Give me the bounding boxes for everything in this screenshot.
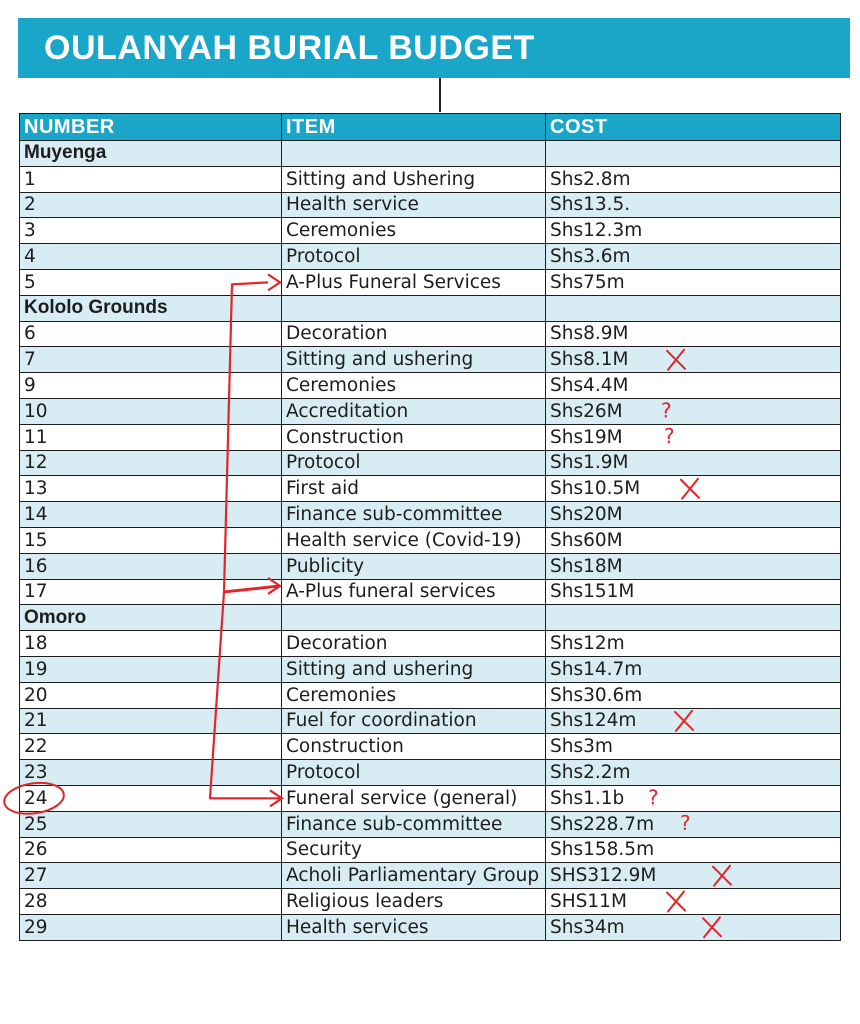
table-row [20,708,841,734]
item-cell [282,605,546,631]
number-cell: 22 [20,734,282,760]
item-cell: Health service [282,192,546,218]
cost-cell: Shs34m [546,914,841,940]
number-cell: 2 [20,192,282,218]
item-cell: Accreditation [282,398,546,424]
table-row [20,373,841,399]
table-row [20,914,841,940]
number-cell: 29 [20,914,282,940]
table-row [20,863,841,889]
table-row [20,218,841,244]
cost-cell: Shs8.1M [546,347,841,373]
section-name: Muyenga [20,141,282,167]
cost-cell [546,605,841,631]
page-title: OULANYAH BURIAL BUDGET [44,29,535,67]
cost-cell: Shs158.5m [546,837,841,863]
table-row [20,811,841,837]
number-cell: 11 [20,424,282,450]
cost-cell [546,141,841,167]
item-cell: A-Plus Funeral Services [282,269,546,295]
table-row [20,244,841,270]
connector-line [439,78,441,112]
cost-cell: Shs8.9M [546,321,841,347]
section-row [20,295,841,321]
cost-cell: Shs2.2m [546,760,841,786]
header-number: NUMBER [20,114,282,141]
cost-cell: Shs20M [546,502,841,528]
table-row [20,889,841,915]
question-mark: ? [648,785,659,810]
number-cell: 25 [20,811,282,837]
section-row [20,141,841,167]
cost-cell: Shs12m [546,631,841,657]
number-cell: 4 [20,244,282,270]
number-cell: 9 [20,373,282,399]
table-row [20,476,841,502]
number-cell: 23 [20,760,282,786]
cost-cell: Shs228.7m [546,811,841,837]
table-row [20,347,841,373]
item-cell: Health services [282,914,546,940]
cost-cell: Shs60M [546,527,841,553]
cost-cell: Shs13.5. [546,192,841,218]
number-cell: 5 [20,269,282,295]
table-row [20,502,841,528]
table-row [20,760,841,786]
header-item: ITEM [282,114,546,141]
number-cell: 18 [20,631,282,657]
number-cell: 26 [20,837,282,863]
cost-cell: Shs151M [546,579,841,605]
item-cell: Funeral service (general) [282,785,546,811]
table-body [20,141,841,941]
table-row [20,166,841,192]
item-cell: Construction [282,424,546,450]
cost-cell: Shs10.5M [546,476,841,502]
number-cell: 16 [20,553,282,579]
section-name: Kololo Grounds [20,295,282,321]
budget-table [19,113,841,941]
cost-cell: Shs19M [546,424,841,450]
table-header-row [20,114,841,141]
cost-cell: Shs1.9M [546,450,841,476]
cost-cell [546,295,841,321]
item-cell: Publicity [282,553,546,579]
item-cell: Fuel for coordination [282,708,546,734]
cost-cell: Shs124m [546,708,841,734]
number-cell: 14 [20,502,282,528]
item-cell: A-Plus funeral services [282,579,546,605]
number-cell: 3 [20,218,282,244]
item-cell [282,295,546,321]
item-cell: Decoration [282,631,546,657]
number-cell: 6 [20,321,282,347]
cost-cell: Shs26M [546,398,841,424]
table-row [20,527,841,553]
item-cell: Acholi Parliamentary Group [282,863,546,889]
item-cell: Ceremonies [282,218,546,244]
question-mark: ? [680,811,691,836]
number-cell: 28 [20,889,282,915]
table-row [20,837,841,863]
cost-cell: SHS312.9M [546,863,841,889]
number-cell: 13 [20,476,282,502]
item-cell: First aid [282,476,546,502]
table-row [20,192,841,218]
table-row [20,579,841,605]
table-row [20,398,841,424]
number-cell: 19 [20,656,282,682]
cost-cell: Shs18M [546,553,841,579]
question-mark: ? [661,398,672,423]
item-cell: Construction [282,734,546,760]
item-cell: Ceremonies [282,373,546,399]
table-row [20,450,841,476]
item-cell [282,141,546,167]
cost-cell: Shs75m [546,269,841,295]
number-cell: 20 [20,682,282,708]
cost-cell: Shs2.8m [546,166,841,192]
item-cell: Security [282,837,546,863]
item-cell: Sitting and Ushering [282,166,546,192]
table-row [20,631,841,657]
cost-cell: Shs1.1b [546,785,841,811]
number-cell: 12 [20,450,282,476]
table-row [20,553,841,579]
item-cell: Decoration [282,321,546,347]
item-cell: Protocol [282,450,546,476]
number-cell: 15 [20,527,282,553]
number-cell: 1 [20,166,282,192]
number-cell: 21 [20,708,282,734]
table-row [20,785,841,811]
item-cell: Finance sub-committee [282,811,546,837]
section-name: Omoro [20,605,282,631]
question-mark: ? [664,424,675,449]
table-row [20,269,841,295]
title-banner [18,18,850,78]
item-cell: Protocol [282,244,546,270]
item-cell: Finance sub-committee [282,502,546,528]
header-cost: COST [546,114,841,141]
cost-cell: Shs14.7m [546,656,841,682]
number-cell: 10 [20,398,282,424]
table-row [20,321,841,347]
item-cell: Protocol [282,760,546,786]
cost-cell: Shs30.6m [546,682,841,708]
number-cell: 17 [20,579,282,605]
table-row [20,734,841,760]
number-cell: 7 [20,347,282,373]
table-row [20,424,841,450]
item-cell: Health service (Covid-19) [282,527,546,553]
section-row [20,605,841,631]
cost-cell: SHS11M [546,889,841,915]
number-cell: 27 [20,863,282,889]
item-cell: Ceremonies [282,682,546,708]
item-cell: Religious leaders [282,889,546,915]
cost-cell: Shs3m [546,734,841,760]
number-cell: 24 [20,785,282,811]
item-cell: Sitting and ushering [282,656,546,682]
item-cell: Sitting and ushering [282,347,546,373]
table-row [20,656,841,682]
cost-cell: Shs3.6m [546,244,841,270]
table-row [20,682,841,708]
cost-cell: Shs12.3m [546,218,841,244]
cost-cell: Shs4.4M [546,373,841,399]
